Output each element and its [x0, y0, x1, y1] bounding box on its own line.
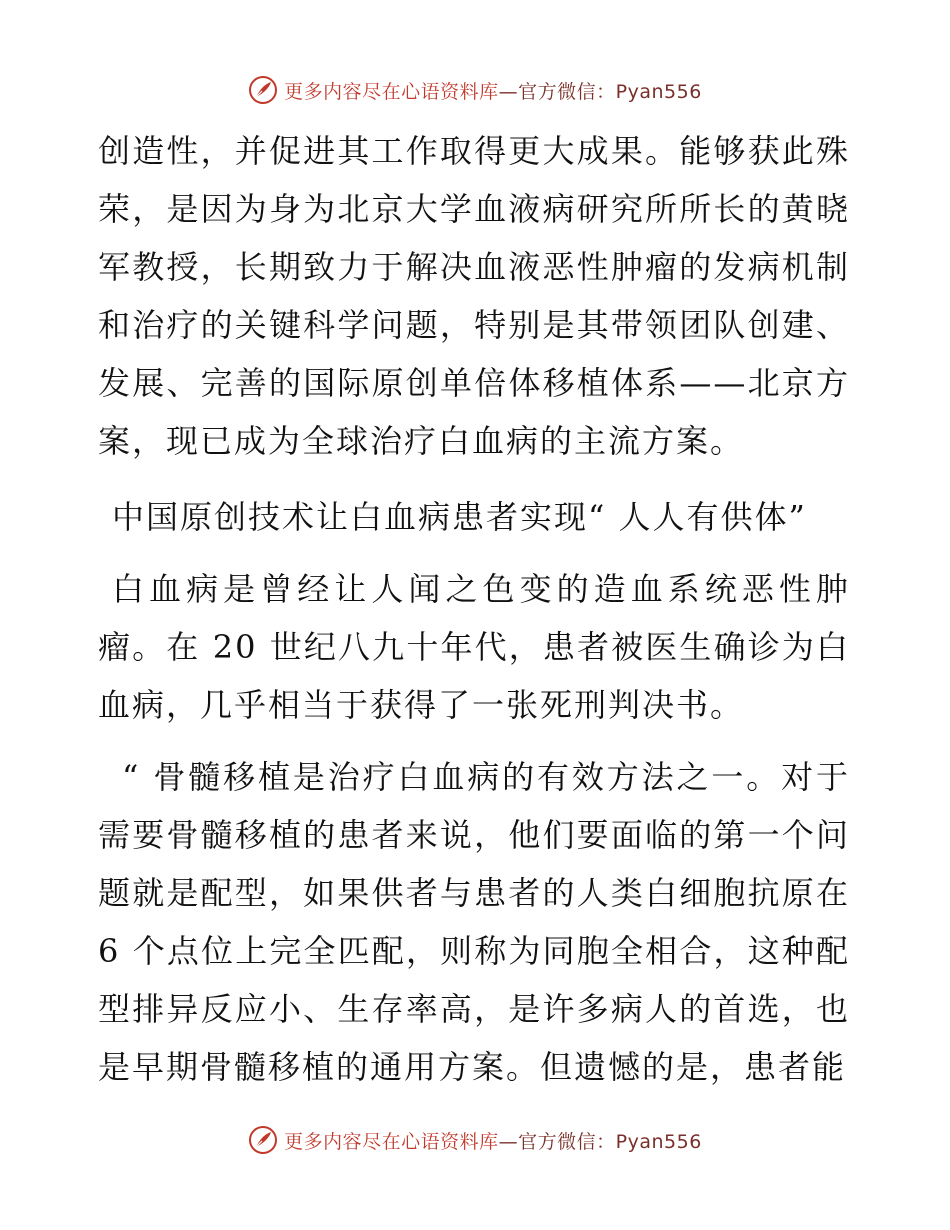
footer-banner — [0, 1120, 950, 1160]
paragraph-1: 创造性，并促进其工作取得更大成果。能够获此殊荣，是因为身为北京大学血液病研究所所长的黄晓军教授，长期致力于解决血液恶性肿瘤的发病机制和治疗的关键科学问题，特别是其带领团队创建、发展、完善的国际原创单倍体移植体系——北京方案，现已成为全球治疗白血病的主流方案。 — [98, 132, 850, 460]
paragraph-2: 白血病是曾经让人闻之色变的造血系统恶性肿瘤。在 20 世纪八九十年代，患者被医生确诊为白血病，几乎相当于获得了一张死刑判决书。 — [98, 570, 850, 724]
feather-pen-icon — [248, 75, 278, 105]
header-banner — [0, 70, 950, 110]
feather-pen-icon — [248, 1125, 278, 1155]
header-site-text: 更多内容尽在心语资料库 — [284, 80, 499, 103]
document-body — [98, 122, 850, 1096]
footer-text — [284, 1127, 702, 1154]
header-text — [284, 77, 702, 104]
paragraph-3: “ 骨髓移植是治疗白血病的有效方法之一。对于需要骨髓移植的患者来说，他们要面临的第一个问题就是配型，如果供者与患者的人类白细胞抗原在 6 个点位上完全匹配，则称为同胞全相合，这种配型排异反应小、生存率高，是许多病人的首选，也是早期骨髓移植的通用方案。但遗憾的是，患者能 — [98, 758, 850, 1086]
footer-site-text: 更多内容尽在心语资料库 — [284, 1130, 499, 1153]
header-wechat-text: —官方微信：Pyan556 — [498, 80, 702, 103]
footer-wechat-text: —官方微信：Pyan556 — [498, 1130, 702, 1153]
section-heading: 中国原创技术让白血病患者实现“ 人人有供体” — [112, 498, 807, 536]
